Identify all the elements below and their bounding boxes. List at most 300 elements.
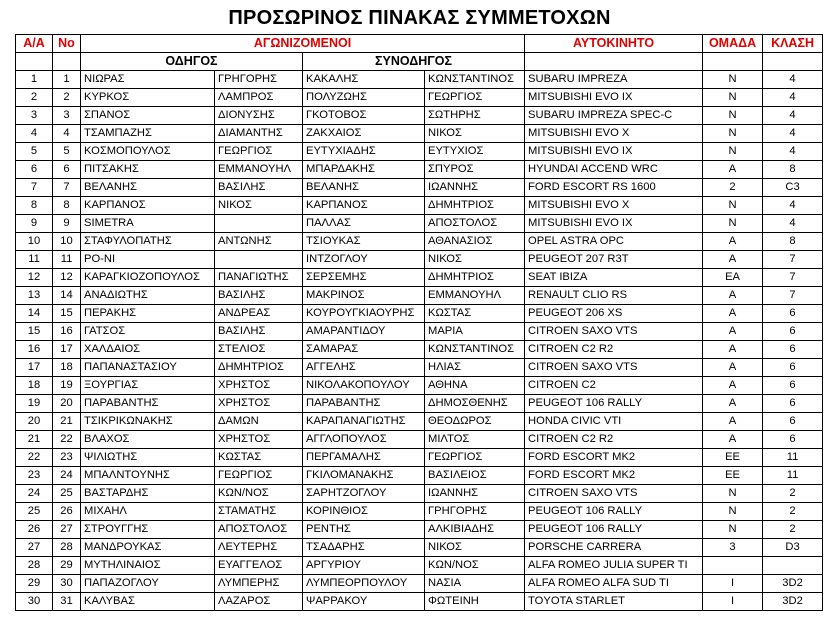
codriver-firstname-cell: ΚΩΝ/ΝΟΣ (425, 557, 525, 575)
codriver-firstname-cell: ΦΩΤΕΙΝΗ (425, 593, 525, 611)
class-cell: 6 (763, 431, 823, 449)
codriver-lastname-cell: ΨΑΡΡΑΚΟΥ (303, 593, 425, 611)
group-cell: N (703, 521, 763, 539)
participants-table (15, 34, 823, 611)
driver-firstname-cell: ΛΥΜΠΕΡΗΣ (215, 575, 303, 593)
codriver-lastname-cell: ΣΑΡΗΤΖΟΓΛΟΥ (303, 485, 425, 503)
driver-firstname-cell: ΛΑΖΑΡΟΣ (215, 593, 303, 611)
codriver-lastname-cell: ΤΣΑΔΑΡΗΣ (303, 539, 425, 557)
group-cell: N (703, 503, 763, 521)
group-cell: A (703, 431, 763, 449)
driver-lastname-cell: ΑΝΑΔΙΩΤΗΣ (81, 287, 215, 305)
codriver-lastname-cell: ΑΜΑΡΑΝΤΙΔΟΥ (303, 323, 425, 341)
codriver-firstname-cell: ΙΩΑΝΝΗΣ (425, 179, 525, 197)
codriver-firstname-cell: ΑΘΑΝΑΣΙΟΣ (425, 233, 525, 251)
group-cell: A (703, 323, 763, 341)
row-aa-cell: 15 (16, 323, 53, 341)
row-aa-cell: 13 (16, 287, 53, 305)
row-aa-cell: 8 (16, 197, 53, 215)
driver-firstname-cell: ΧΡΗΣΤΟΣ (215, 431, 303, 449)
driver-firstname-cell: ΔΗΜΗΤΡΙΟΣ (215, 359, 303, 377)
row-no-cell: 15 (53, 305, 81, 323)
driver-lastname-cell: ΤΣΙΚΡΙΚΩΝΑΚΗΣ (81, 413, 215, 431)
car-cell: ALFA ROMEO JULIA SUPER TI (525, 557, 703, 575)
codriver-firstname-cell: ΜΑΡΙΑ (425, 323, 525, 341)
driver-lastname-cell: ΤΣΑΜΠΑΖΗΣ (81, 125, 215, 143)
codriver-firstname-cell: ΝΙΚΟΣ (425, 539, 525, 557)
class-cell: 4 (763, 215, 823, 233)
row-no-cell: 11 (53, 251, 81, 269)
codriver-lastname-cell: ΓΚΙΛΟΜΑΝΑΚΗΣ (303, 467, 425, 485)
table-row (16, 467, 823, 485)
header-no: No (53, 35, 81, 53)
group-cell: N (703, 71, 763, 89)
group-cell (703, 557, 763, 575)
group-cell: N (703, 143, 763, 161)
driver-firstname-cell: ΧΡΗΣΤΟΣ (215, 377, 303, 395)
car-cell: HYUNDAI ACCEND WRC (525, 161, 703, 179)
codriver-firstname-cell: ΑΛΚΙΒΙΑΔΗΣ (425, 521, 525, 539)
codriver-firstname-cell: ΚΩΝΣΤΑΝΤΙΝΟΣ (425, 71, 525, 89)
class-cell: 4 (763, 125, 823, 143)
table-row (16, 269, 823, 287)
table-row (16, 485, 823, 503)
car-cell: MITSUBISHI EVO X (525, 197, 703, 215)
class-cell: C3 (763, 179, 823, 197)
subheader-blank (703, 53, 763, 71)
group-cell: A (703, 233, 763, 251)
header-competitors: ΑΓΩΝΙΖΟΜΕΝΟΙ (81, 35, 525, 53)
table-row (16, 233, 823, 251)
table-row (16, 431, 823, 449)
row-no-cell: 10 (53, 233, 81, 251)
row-no-cell: 1 (53, 71, 81, 89)
driver-lastname-cell: ΨΙΛΙΩΤΗΣ (81, 449, 215, 467)
car-cell: CITROEN C2 R2 (525, 431, 703, 449)
codriver-lastname-cell: ΙΝΤΖΟΓΛΟΥ (303, 251, 425, 269)
car-cell: FORD ESCORT MK2 (525, 467, 703, 485)
group-cell: I (703, 575, 763, 593)
driver-lastname-cell: ΣΤΡΟΥΓΓΗΣ (81, 521, 215, 539)
codriver-lastname-cell: ΑΓΓΛΟΠΟΥΛΟΣ (303, 431, 425, 449)
table-row (16, 89, 823, 107)
car-cell: PEUGEOT 106 RALLY (525, 395, 703, 413)
row-aa-cell: 21 (16, 431, 53, 449)
car-cell: TOYOTA STARLET (525, 593, 703, 611)
row-no-cell: 3 (53, 107, 81, 125)
class-cell: 4 (763, 89, 823, 107)
row-aa-cell: 19 (16, 395, 53, 413)
codriver-lastname-cell: ΚΑΚΑΛΗΣ (303, 71, 425, 89)
row-no-cell: 12 (53, 269, 81, 287)
table-row (16, 179, 823, 197)
table-row (16, 359, 823, 377)
class-cell: 6 (763, 341, 823, 359)
car-cell: PEUGEOT 207 R3T (525, 251, 703, 269)
group-cell: I (703, 593, 763, 611)
codriver-lastname-cell: ΒΕΛΑΝΗΣ (303, 179, 425, 197)
driver-firstname-cell (215, 215, 303, 233)
class-cell: 2 (763, 521, 823, 539)
codriver-lastname-cell: ΣΑΜΑΡΑΣ (303, 341, 425, 359)
subheader-blank (16, 53, 53, 71)
row-aa-cell: 9 (16, 215, 53, 233)
group-cell: A (703, 161, 763, 179)
table-row (16, 125, 823, 143)
codriver-lastname-cell: ΕΥΤΥΧΙΑΔΗΣ (303, 143, 425, 161)
group-cell: N (703, 107, 763, 125)
row-no-cell: 24 (53, 467, 81, 485)
row-no-cell: 14 (53, 287, 81, 305)
driver-firstname-cell: ΒΑΣΙΛΗΣ (215, 323, 303, 341)
row-no-cell: 18 (53, 359, 81, 377)
row-aa-cell: 1 (16, 71, 53, 89)
driver-lastname-cell: ΠΑΠΑΖΟΓΛΟΥ (81, 575, 215, 593)
row-no-cell: 2 (53, 89, 81, 107)
car-cell: MITSUBISHI EVO IX (525, 215, 703, 233)
class-cell: 3D2 (763, 593, 823, 611)
codriver-firstname-cell: ΓΕΩΡΓΙΟΣ (425, 449, 525, 467)
car-cell: PEUGEOT 206 XS (525, 305, 703, 323)
codriver-lastname-cell: ΚΟΥΡΟΥΓΚΙΑΟΥΡΗΣ (303, 305, 425, 323)
group-cell: N (703, 215, 763, 233)
codriver-firstname-cell: ΓΡΗΓΟΡΗΣ (425, 503, 525, 521)
codriver-lastname-cell: ΖΑΚΧΑΙΟΣ (303, 125, 425, 143)
row-aa-cell: 24 (16, 485, 53, 503)
driver-firstname-cell: ΛΕΥΤΕΡΗΣ (215, 539, 303, 557)
codriver-firstname-cell: ΔΗΜΗΤΡΙΟΣ (425, 197, 525, 215)
table-row (16, 575, 823, 593)
driver-firstname-cell: ΔΙΑΜΑΝΤΗΣ (215, 125, 303, 143)
row-no-cell: 30 (53, 575, 81, 593)
driver-lastname-cell: ΜΑΝΔΡΟΥΚΑΣ (81, 539, 215, 557)
group-cell: A (703, 305, 763, 323)
car-cell: MITSUBISHI EVO IX (525, 143, 703, 161)
class-cell: 7 (763, 251, 823, 269)
row-aa-cell: 2 (16, 89, 53, 107)
class-cell: D3 (763, 539, 823, 557)
row-no-cell: 21 (53, 413, 81, 431)
car-cell: ALFA ROMEO ALFA SUD TI (525, 575, 703, 593)
driver-firstname-cell: ΕΜΜΑΝΟΥΗΛ (215, 161, 303, 179)
car-cell: RENAULT CLIO RS (525, 287, 703, 305)
codriver-lastname-cell: ΜΠΑΡΔΑΚΗΣ (303, 161, 425, 179)
group-cell: 2 (703, 179, 763, 197)
row-aa-cell: 28 (16, 557, 53, 575)
table-row (16, 287, 823, 305)
driver-lastname-cell: PO-NI (81, 251, 215, 269)
row-no-cell: 20 (53, 395, 81, 413)
codriver-firstname-cell: ΘΕΟΔΩΡΟΣ (425, 413, 525, 431)
codriver-firstname-cell: ΔΗΜΟΣΘΕΝΗΣ (425, 395, 525, 413)
car-cell: HONDA CIVIC VTI (525, 413, 703, 431)
table-row (16, 593, 823, 611)
header-row (16, 35, 823, 53)
class-cell: 8 (763, 233, 823, 251)
codriver-firstname-cell: ΝΑΣΙΑ (425, 575, 525, 593)
driver-lastname-cell: ΚΑΡΠΑΝΟΣ (81, 197, 215, 215)
class-cell: 2 (763, 503, 823, 521)
codriver-lastname-cell: ΛΥΜΠΕΟΡΠΟΥΛΟΥ (303, 575, 425, 593)
subheader-row (16, 53, 823, 71)
header-group: ΟΜΑΔΑ (703, 35, 763, 53)
table-row (16, 323, 823, 341)
driver-lastname-cell: ΒΕΛΑΝΗΣ (81, 179, 215, 197)
group-cell: A (703, 377, 763, 395)
row-no-cell: 5 (53, 143, 81, 161)
car-cell: MITSUBISHI EVO X (525, 125, 703, 143)
table-row (16, 521, 823, 539)
driver-lastname-cell: ΜΥΤΗΛΙΝΑΙΟΣ (81, 557, 215, 575)
driver-firstname-cell: ΓΡΗΓΟΡΗΣ (215, 71, 303, 89)
table-row (16, 107, 823, 125)
group-cell: ΕΕ (703, 467, 763, 485)
driver-lastname-cell: ΚΑΡΑΓΚΙΟΖΟΠΟΥΛΟΣ (81, 269, 215, 287)
driver-firstname-cell: ΒΑΣΙΛΗΣ (215, 287, 303, 305)
driver-lastname-cell: ΒΑΣΤΑΡΔΗΣ (81, 485, 215, 503)
row-aa-cell: 23 (16, 467, 53, 485)
row-aa-cell: 12 (16, 269, 53, 287)
driver-firstname-cell: ΚΩΝ/ΝΟΣ (215, 485, 303, 503)
driver-firstname-cell: ΔΙΟΝΥΣΗΣ (215, 107, 303, 125)
row-aa-cell: 16 (16, 341, 53, 359)
table-row (16, 557, 823, 575)
row-no-cell: 19 (53, 377, 81, 395)
table-row (16, 305, 823, 323)
row-no-cell: 25 (53, 485, 81, 503)
car-cell: CITROEN SAXO VTS (525, 359, 703, 377)
group-cell: A (703, 395, 763, 413)
header-aa: Α/Α (16, 35, 53, 53)
table-row (16, 395, 823, 413)
driver-lastname-cell: ΝΙΩΡΑΣ (81, 71, 215, 89)
row-aa-cell: 20 (16, 413, 53, 431)
driver-firstname-cell: ΠΑΝΑΓΙΩΤΗΣ (215, 269, 303, 287)
row-no-cell: 16 (53, 323, 81, 341)
row-no-cell: 28 (53, 539, 81, 557)
row-aa-cell: 22 (16, 449, 53, 467)
driver-lastname-cell: ΓΑΤΣΟΣ (81, 323, 215, 341)
car-cell: CITROEN SAXO VTS (525, 323, 703, 341)
class-cell: 11 (763, 449, 823, 467)
driver-lastname-cell: ΣΠΑΝΟΣ (81, 107, 215, 125)
class-cell: 3D2 (763, 575, 823, 593)
table-row (16, 215, 823, 233)
subheader-blank (53, 53, 81, 71)
class-cell: 4 (763, 143, 823, 161)
row-no-cell: 4 (53, 125, 81, 143)
codriver-lastname-cell: ΑΓΓΕΛΗΣ (303, 359, 425, 377)
codriver-lastname-cell: ΠΑΛΛΑΣ (303, 215, 425, 233)
subheader-blank (525, 53, 703, 71)
group-cell: N (703, 485, 763, 503)
codriver-lastname-cell: ΣΕΡΣΕΜΗΣ (303, 269, 425, 287)
group-cell: N (703, 89, 763, 107)
driver-firstname-cell: ΑΝΤΩΝΗΣ (215, 233, 303, 251)
table-row (16, 341, 823, 359)
driver-lastname-cell: ΜΙΧΑΗΛ (81, 503, 215, 521)
class-cell: 6 (763, 305, 823, 323)
class-cell: 6 (763, 323, 823, 341)
row-no-cell: 31 (53, 593, 81, 611)
car-cell: CITROEN C2 (525, 377, 703, 395)
table-row (16, 377, 823, 395)
class-cell: 2 (763, 485, 823, 503)
car-cell: MITSUBISHI EVO IX (525, 89, 703, 107)
codriver-firstname-cell: ΗΛΙΑΣ (425, 359, 525, 377)
row-no-cell: 7 (53, 179, 81, 197)
codriver-firstname-cell: ΜΙΛΤΟΣ (425, 431, 525, 449)
row-no-cell: 29 (53, 557, 81, 575)
codriver-lastname-cell: ΑΡΓΥΡΙΟΥ (303, 557, 425, 575)
class-cell: 11 (763, 467, 823, 485)
driver-lastname-cell: ΠΙΤΣΑΚΗΣ (81, 161, 215, 179)
table-row (16, 143, 823, 161)
row-aa-cell: 29 (16, 575, 53, 593)
codriver-firstname-cell: ΑΠΟΣΤΟΛΟΣ (425, 215, 525, 233)
driver-firstname-cell: ΧΡΗΣΤΟΣ (215, 395, 303, 413)
driver-lastname-cell: ΒΛΑΧΟΣ (81, 431, 215, 449)
table-row (16, 161, 823, 179)
car-cell: SUBARU IMPREZA (525, 71, 703, 89)
codriver-lastname-cell: ΝΙΚΟΛΑΚΟΠΟΥΛΟΥ (303, 377, 425, 395)
table-row (16, 503, 823, 521)
driver-firstname-cell: ΣΤΑΜΑΤΗΣ (215, 503, 303, 521)
row-aa-cell: 26 (16, 521, 53, 539)
codriver-lastname-cell: ΜΑΚΡΙΝΟΣ (303, 287, 425, 305)
header-car: ΑΥΤΟΚΙΝΗΤΟ (525, 35, 703, 53)
class-cell: 6 (763, 413, 823, 431)
driver-lastname-cell: ΧΑΛΔΑΙΟΣ (81, 341, 215, 359)
subheader-blank (763, 53, 823, 71)
driver-firstname-cell: ΑΝΔΡΕΑΣ (215, 305, 303, 323)
codriver-firstname-cell: ΔΗΜΗΤΡΙΟΣ (425, 269, 525, 287)
codriver-firstname-cell: ΙΩΑΝΝΗΣ (425, 485, 525, 503)
row-no-cell: 9 (53, 215, 81, 233)
codriver-lastname-cell: ΤΣΙΟΥΚΑΣ (303, 233, 425, 251)
driver-firstname-cell: ΕΥΑΓΓΕΛΟΣ (215, 557, 303, 575)
class-cell: 7 (763, 287, 823, 305)
subheader-codriver: ΣΥΝΟΔΗΓΟΣ (303, 53, 525, 71)
codriver-lastname-cell: ΚΟΡΙΝΘΙΟΣ (303, 503, 425, 521)
codriver-lastname-cell: ΚΑΡΠΑΝΟΣ (303, 197, 425, 215)
codriver-firstname-cell: ΣΠΥΡΟΣ (425, 161, 525, 179)
codriver-lastname-cell: ΠΟΛΥΖΩΗΣ (303, 89, 425, 107)
group-cell: ΕΕ (703, 449, 763, 467)
driver-lastname-cell: ΞΟΥΡΓΙΑΣ (81, 377, 215, 395)
car-cell: FORD ESCORT RS 1600 (525, 179, 703, 197)
codriver-firstname-cell: ΒΑΣΙΛΕΙΟΣ (425, 467, 525, 485)
car-cell: CITROEN C2 R2 (525, 341, 703, 359)
driver-firstname-cell: ΝΙΚΟΣ (215, 197, 303, 215)
codriver-firstname-cell: ΚΩΝΣΤΑΝΤΙΝΟΣ (425, 341, 525, 359)
table-row (16, 197, 823, 215)
driver-lastname-cell: ΠΕΡΑΚΗΣ (81, 305, 215, 323)
driver-firstname-cell: ΒΑΣΙΛΗΣ (215, 179, 303, 197)
class-cell: 4 (763, 197, 823, 215)
driver-lastname-cell: ΚΑΛΥΒΑΣ (81, 593, 215, 611)
row-aa-cell: 7 (16, 179, 53, 197)
row-no-cell: 22 (53, 431, 81, 449)
row-aa-cell: 30 (16, 593, 53, 611)
group-cell: A (703, 287, 763, 305)
table-row (16, 413, 823, 431)
class-cell (763, 557, 823, 575)
row-aa-cell: 18 (16, 377, 53, 395)
codriver-lastname-cell: ΠΕΡΓΑΜΑΛΗΣ (303, 449, 425, 467)
codriver-firstname-cell: ΣΩΤΗΡΗΣ (425, 107, 525, 125)
car-cell: PORSCHE CARRERA (525, 539, 703, 557)
driver-lastname-cell: ΜΠΑΛΝΤΟΥΝΗΣ (81, 467, 215, 485)
codriver-firstname-cell: ΚΩΣΤΑΣ (425, 305, 525, 323)
row-aa-cell: 3 (16, 107, 53, 125)
codriver-firstname-cell: ΕΜΜΑΝΟΥΗΛ (425, 287, 525, 305)
row-aa-cell: 14 (16, 305, 53, 323)
driver-lastname-cell: ΠΑΠΑΝΑΣΤΑΣΙΟΥ (81, 359, 215, 377)
driver-firstname-cell: ΓΕΩΡΓΙΟΣ (215, 143, 303, 161)
codriver-lastname-cell: ΡΕΝΤΗΣ (303, 521, 425, 539)
driver-firstname-cell: ΛΑΜΠΡΟΣ (215, 89, 303, 107)
class-cell: 6 (763, 359, 823, 377)
codriver-firstname-cell: ΑΘΗΝΑ (425, 377, 525, 395)
driver-lastname-cell: ΣΤΑΦΥΛΟΠΑΤΗΣ (81, 233, 215, 251)
row-aa-cell: 6 (16, 161, 53, 179)
group-cell: ΕΑ (703, 269, 763, 287)
driver-firstname-cell: ΚΩΣΤΑΣ (215, 449, 303, 467)
subheader-driver: ΟΔΗΓΟΣ (81, 53, 303, 71)
class-cell: 4 (763, 71, 823, 89)
driver-firstname-cell: ΣΤΕΛΙΟΣ (215, 341, 303, 359)
row-no-cell: 23 (53, 449, 81, 467)
codriver-lastname-cell: ΚΑΡΑΠΑΝΑΓΙΩΤΗΣ (303, 413, 425, 431)
row-aa-cell: 11 (16, 251, 53, 269)
driver-lastname-cell: ΚΥΡΚΟΣ (81, 89, 215, 107)
row-aa-cell: 25 (16, 503, 53, 521)
driver-firstname-cell: ΓΕΩΡΓΙΟΣ (215, 467, 303, 485)
table-row (16, 449, 823, 467)
codriver-firstname-cell: ΓΕΩΡΓΙΟΣ (425, 89, 525, 107)
row-aa-cell: 27 (16, 539, 53, 557)
car-cell: PEUGEOT 106 RALLY (525, 503, 703, 521)
table-row (16, 251, 823, 269)
codriver-firstname-cell: ΝΙΚΟΣ (425, 251, 525, 269)
row-no-cell: 27 (53, 521, 81, 539)
car-cell: SUBARU IMPREZA SPEC-C (525, 107, 703, 125)
car-cell: SEAT IBIZA (525, 269, 703, 287)
class-cell: 8 (763, 161, 823, 179)
codriver-lastname-cell: ΓΚΟΤΟΒΟΣ (303, 107, 425, 125)
class-cell: 6 (763, 395, 823, 413)
driver-firstname-cell: ΑΠΟΣΤΟΛΟΣ (215, 521, 303, 539)
group-cell: A (703, 341, 763, 359)
group-cell: A (703, 413, 763, 431)
group-cell: A (703, 359, 763, 377)
row-aa-cell: 10 (16, 233, 53, 251)
driver-lastname-cell: SIMETRA (81, 215, 215, 233)
class-cell: 6 (763, 377, 823, 395)
row-aa-cell: 17 (16, 359, 53, 377)
table-row (16, 539, 823, 557)
car-cell: OPEL ASTRA OPC (525, 233, 703, 251)
row-no-cell: 8 (53, 197, 81, 215)
page-title: ΠΡΟΣΩΡΙΝΟΣ ΠΙΝΑΚΑΣ ΣΥΜΜΕΤΟΧΩΝ (228, 7, 611, 29)
group-cell: A (703, 251, 763, 269)
row-no-cell: 6 (53, 161, 81, 179)
row-aa-cell: 4 (16, 125, 53, 143)
codriver-lastname-cell: ΠΑΡΑΒΑΝΤΗΣ (303, 395, 425, 413)
driver-lastname-cell: ΠΑΡΑΒΑΝΤΗΣ (81, 395, 215, 413)
group-cell: N (703, 197, 763, 215)
